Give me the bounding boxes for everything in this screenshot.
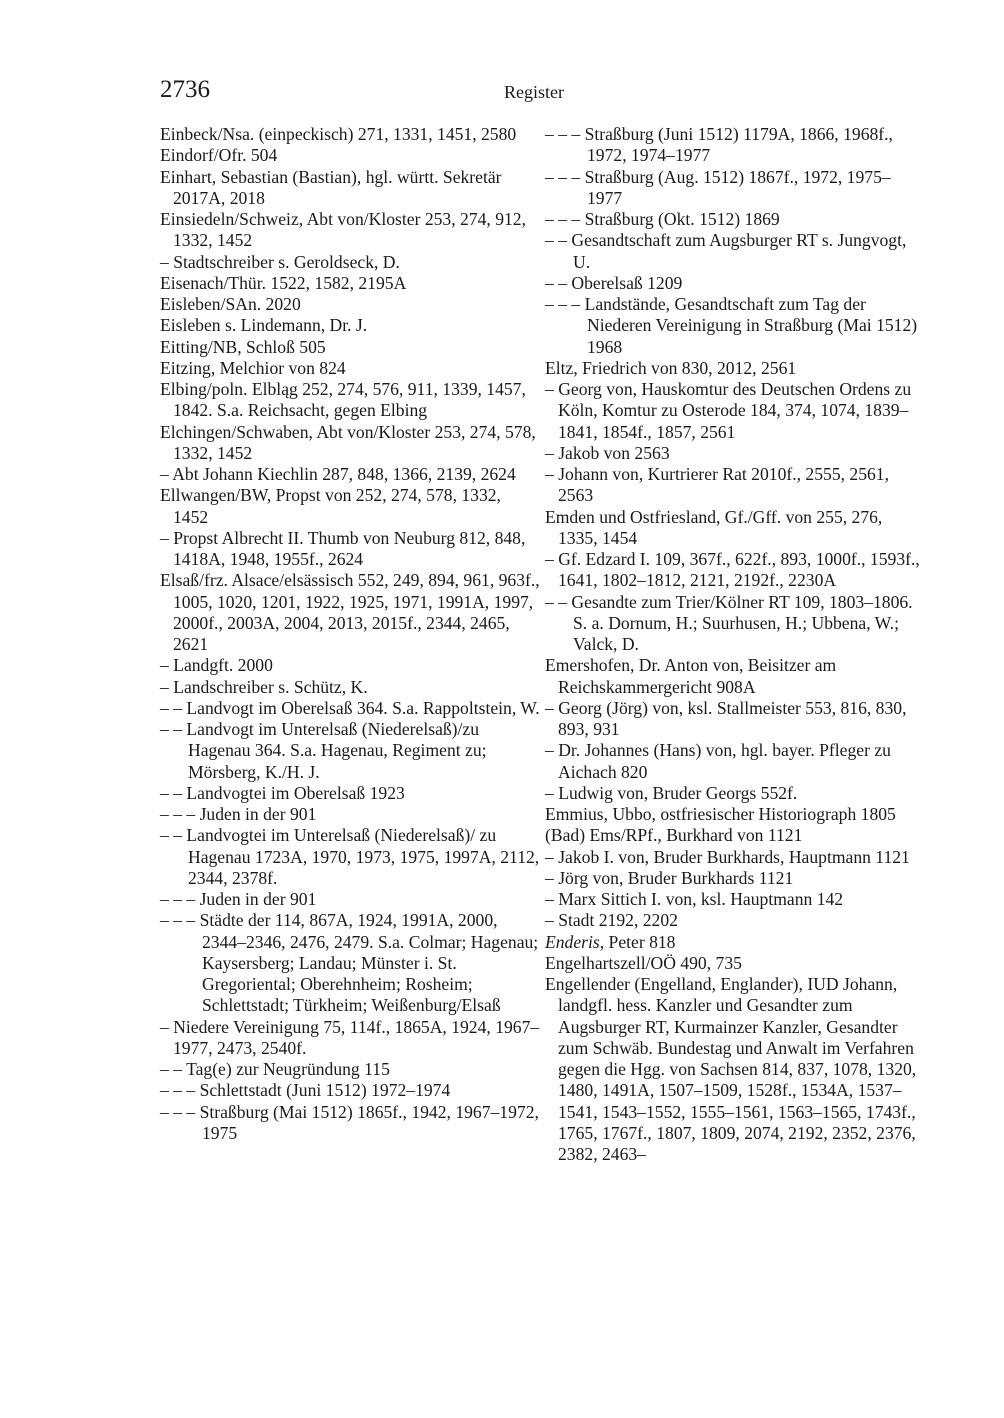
index-entry — [545, 847, 925, 868]
index-entry-text: – Jakob von 2563 — [545, 442, 670, 463]
index-entry — [545, 655, 925, 698]
index-entry-text: Engelhartszell/OÖ 490, 735 — [545, 952, 742, 973]
index-entry-text: Eisleben s. Lindemann, Dr. J. — [160, 315, 368, 336]
running-head: Register — [504, 82, 564, 102]
index-entry — [545, 167, 925, 210]
index-entry-text: – – – Straßburg (Juni 1512) 1179A, 1866, 1968f., 1972, 1974–1977 — [545, 124, 893, 166]
index-entry-text: Elsaß/frz. Alsace/elsässisch 552, 249, 894, 961, 963f., 1005, 1020, 1201, 1922, 1925, 1971, 1991A, 1997, 2000f., 2003A, 2004, 2013, 2015f., 2344, 2465, 2621 — [160, 570, 540, 654]
index-column-right — [545, 124, 925, 1165]
index-entry — [160, 422, 540, 465]
index-entry-text: – Landschreiber s. Schütz, K. — [160, 676, 368, 697]
index-entry — [545, 910, 925, 931]
index-entry — [160, 337, 540, 358]
index-entry-text: – – Gesandte zum Trier/Kölner RT 109, 1803–1806. S. a. Dornum, H.; Suurhusen, H.; Ubbena, W.; Valck, D. — [545, 591, 913, 654]
index-entry — [160, 698, 540, 719]
index-entry-text: Eltz, Friedrich von 830, 2012, 2561 — [545, 357, 797, 378]
index-entry-text: – – – Straßburg (Okt. 1512) 1869 — [545, 209, 780, 229]
index-entry-text: – Stadt 2192, 2202 — [545, 910, 678, 931]
index-entry-text: , Peter 818 — [599, 931, 676, 952]
index-entry-text: – Niedere Vereinigung 75, 114f., 1865A, 1924, 1967–1977, 2473, 2540f. — [160, 1016, 540, 1058]
index-entry-text: – – Landvogt im Unterelsaß (Niederelsaß)/zu Hagenau 364. S.a. Hagenau, Regiment zu; Mörsberg, K./H. J. — [160, 719, 487, 782]
index-entry — [545, 464, 925, 507]
index-entry-text: – Georg von, Hauskomtur des Deutschen Ordens zu Köln, Komtur zu Osterode 184, 374, 1074, 1839–1841, 1854f., 1857, 2561 — [545, 379, 912, 442]
index-entry-italic: Enderis — [545, 931, 600, 952]
index-entry-text: – – – Schlettstadt (Juni 1512) 1972–1974 — [160, 1080, 451, 1101]
index-entry-text: Emden und Ostfriesland, Gf./Gff. von 255, 276, 1335, 1454 — [545, 506, 883, 548]
index-entry-text: Eisleben/SAn. 2020 — [160, 294, 301, 314]
index-entry — [545, 230, 925, 273]
index-column-left — [160, 124, 540, 1144]
index-entry-text: – Dr. Johannes (Hans) von, hgl. bayer. Pfleger zu Aichach 820 — [545, 740, 891, 782]
index-entry — [160, 294, 540, 315]
index-entry-text: – – – Städte der 114, 867A, 1924, 1991A, 2000, 2344–2346, 2476, 2479. S.a. Colmar; Hagenau; Kaysersberg; Landau; Münster i. St. Gregoriental; Oberehnheim; Rosheim; Schlettstadt; Türkheim; Weißenburg/Elsaß — [160, 910, 539, 1016]
index-entry — [545, 974, 925, 1165]
index-entry — [160, 315, 540, 336]
index-entry — [160, 167, 540, 210]
index-entry — [160, 485, 540, 528]
index-entry-text: – – Landvogtei im Oberelsaß 1923 — [160, 782, 405, 803]
index-entry-text: – Georg (Jörg) von, ksl. Stallmeister 553, 816, 830, 893, 931 — [545, 697, 907, 739]
index-entry-text: – Landgft. 2000 — [160, 655, 273, 676]
index-entry — [545, 379, 925, 443]
index-entry-text: Eitzing, Melchior von 824 — [160, 357, 346, 378]
index-entry-text: Eisenach/Thür. 1522, 1582, 2195A — [160, 272, 407, 293]
index-entry — [545, 273, 925, 294]
index-entry-text: Elbing/poln. Elbląg 252, 274, 576, 911, 1339, 1457, 1842. S.a. Reichsacht, gegen Elbing — [160, 379, 526, 421]
index-entry-text: Einhart, Sebastian (Bastian), hgl. württ. Sekretär 2017A, 2018 — [160, 166, 502, 208]
index-entry-text: – Jakob I. von, Bruder Burkhards, Hauptmann 1121 — [545, 846, 910, 867]
page-number: 2736 — [160, 76, 210, 103]
index-entry — [545, 549, 925, 592]
index-entry — [545, 592, 925, 656]
index-entry — [160, 464, 540, 485]
index-entry — [160, 124, 540, 145]
index-entry-text: Einbeck/Nsa. (einpeckisch) 271, 1331, 1451, 2580 — [160, 124, 517, 144]
index-entry-text: – Abt Johann Kiechlin 287, 848, 1366, 2139, 2624 — [160, 464, 516, 484]
index-entry — [160, 570, 540, 655]
index-entry-text: – Marx Sittich I. von, ksl. Hauptmann 142 — [545, 889, 844, 909]
index-entry-text: – Propst Albrecht II. Thumb von Neuburg 812, 848, 1418A, 1948, 1955f., 2624 — [160, 527, 526, 569]
index-entry-text: – – – Landstände, Gesandtschaft zum Tag der Niederen Vereinigung in Straßburg (Mai 1512) 1968 — [545, 294, 918, 357]
index-entry — [545, 804, 925, 825]
index-entry — [160, 783, 540, 804]
index-entry — [160, 252, 540, 273]
index-entry — [160, 358, 540, 379]
index-entry-text: Emmius, Ubbo, ostfriesischer Historiograph 1805 — [545, 804, 896, 824]
index-entry-text: Eitting/NB, Schloß 505 — [160, 336, 326, 357]
index-entry — [545, 294, 925, 358]
index-entry-text: Eindorf/Ofr. 504 — [160, 145, 278, 166]
index-entry-text: – – Landvogt im Oberelsaß 364. S.a. Rappoltstein, W. — [160, 697, 540, 718]
index-entry — [545, 825, 925, 846]
index-entry-text: Ellwangen/BW, Propst von 252, 274, 578, 1332, 1452 — [160, 485, 501, 527]
index-entry-text: – – Oberelsaß 1209 — [545, 272, 683, 293]
index-entry — [545, 507, 925, 550]
index-entry — [545, 932, 925, 953]
index-entry — [160, 655, 540, 676]
index-entry-text: – Jörg von, Bruder Burkhards 1121 — [545, 867, 794, 888]
index-entry-text: – – Tag(e) zur Neugründung 115 — [160, 1059, 390, 1079]
index-entry — [160, 209, 540, 252]
index-entry — [160, 1080, 540, 1101]
index-entry-text: – Stadtschreiber s. Geroldseck, D. — [160, 251, 400, 272]
index-entry — [160, 825, 540, 889]
index-entry-text: – Ludwig von, Bruder Georgs 552f. — [545, 782, 798, 803]
index-entry-text: – – Landvogtei im Unterelsaß (Niederelsaß)/ zu Hagenau 1723A, 1970, 1973, 1975, 1997A, 2112, 2344, 2378f. — [160, 825, 540, 888]
index-entry-text: – – – Juden in der 901 — [160, 889, 317, 909]
index-entry-text: – – – Straßburg (Aug. 1512) 1867f., 1972, 1975–1977 — [545, 166, 891, 208]
index-entry-text: Elchingen/Schwaben, Abt von/Kloster 253, 274, 578, 1332, 1452 — [160, 421, 536, 463]
index-entry-text: – – – Juden in der 901 — [160, 804, 317, 824]
index-entry — [160, 1102, 540, 1145]
index-entry — [160, 719, 540, 783]
index-entry — [545, 783, 925, 804]
index-entry — [545, 740, 925, 783]
index-entry-text: – Johann von, Kurtrierer Rat 2010f., 2555, 2561, 2563 — [545, 464, 889, 506]
index-entry — [160, 889, 540, 910]
index-entry — [545, 698, 925, 741]
index-entry-text: Emershofen, Dr. Anton von, Beisitzer am Reichskammergericht 908A — [545, 655, 837, 697]
index-entry — [160, 273, 540, 294]
index-entry — [160, 910, 540, 1016]
index-entry — [545, 868, 925, 889]
index-entry — [545, 889, 925, 910]
index-entry — [545, 953, 925, 974]
index-entry-text: (Bad) Ems/RPf., Burkhard von 1121 — [545, 825, 803, 846]
index-entry — [160, 379, 540, 422]
index-entry — [160, 528, 540, 571]
index-entry — [160, 677, 540, 698]
index-entry — [545, 443, 925, 464]
index-entry — [545, 124, 925, 167]
index-entry — [545, 358, 925, 379]
index-entry — [160, 804, 540, 825]
index-entry-text: – – Gesandtschaft zum Augsburger RT s. Jungvogt, U. — [545, 230, 907, 272]
index-entry-text: – – – Straßburg (Mai 1512) 1865f., 1942, 1967–1972, 1975 — [160, 1101, 539, 1143]
index-entry — [160, 1059, 540, 1080]
index-entry — [160, 1017, 540, 1060]
index-entry-text: Einsiedeln/Schweiz, Abt von/Kloster 253, 274, 912, 1332, 1452 — [160, 209, 527, 251]
index-entry — [545, 209, 925, 230]
index-entry — [160, 145, 540, 166]
index-entry-text: Engellender (Engelland, Englander), IUD Johann, landgfl. hess. Kanzler und Gesandter zum Augsburger RT, Kurmainzer Kanzler, Gesandter zum Schwäb. Bundestag und Anwalt im Verfahren gegen die Hgg. von Sachsen 814, 837, 1078, 1320, 1480, 1491A, 1507–1509, 1528f., 1534A, 1537–1541, 1543–1552, 1555–1561, 1563–1565, 1743f., 1765, 1767f., 1807, 1809, 2074, 2192, 2352, 2376, 2382, 2463– — [545, 974, 917, 1164]
index-entry-text: – Gf. Edzard I. 109, 367f., 622f., 893, 1000f., 1593f., 1641, 1802–1812, 2121, 2192f., 2230A — [545, 549, 920, 591]
